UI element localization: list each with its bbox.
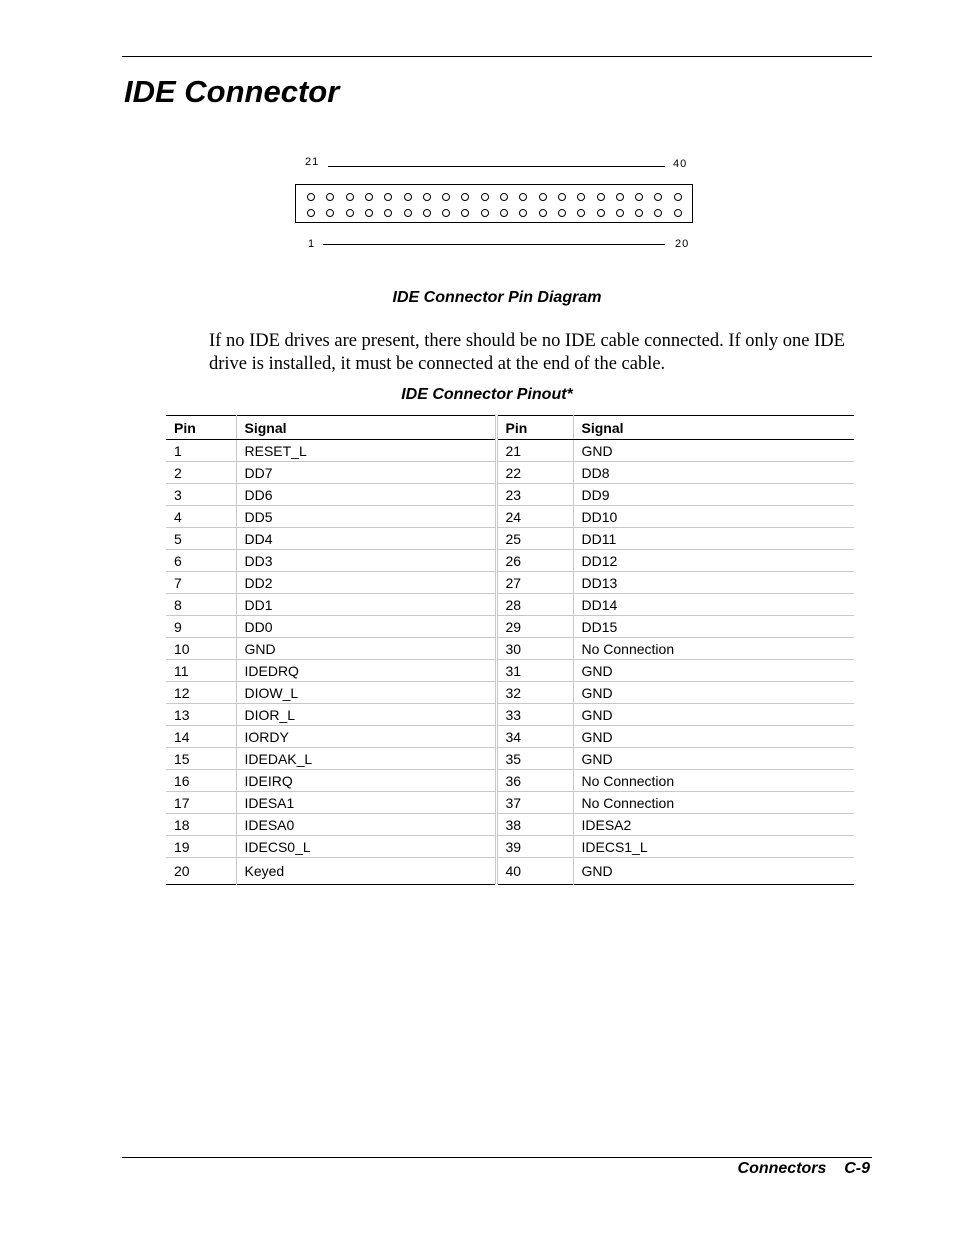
cell-pin-right: 28 <box>496 594 573 616</box>
cell-pin-left: 18 <box>166 814 236 836</box>
cell-signal-left: Keyed <box>236 858 496 885</box>
cell-signal-right: GND <box>573 726 854 748</box>
pin-label-20: 20 <box>675 238 690 250</box>
ide-connector-pin-diagram <box>295 150 715 260</box>
pin-hole <box>307 209 315 217</box>
pin-hole <box>423 209 431 217</box>
cell-pin-left: 12 <box>166 682 236 704</box>
cell-signal-right: DD9 <box>573 484 854 506</box>
pin-hole <box>635 193 643 201</box>
cell-signal-left: DD7 <box>236 462 496 484</box>
pin-label-21: 21 <box>305 156 320 168</box>
cell-pin-right: 31 <box>496 660 573 682</box>
pin-hole <box>558 209 566 217</box>
cell-pin-left: 6 <box>166 550 236 572</box>
body-paragraph: If no IDE drives are present, there should be no IDE cable connected. If only one IDE drive is installed, it must be connected at the end of the cable. <box>209 331 845 374</box>
cell-signal-right: GND <box>573 858 854 885</box>
cell-signal-right: DD11 <box>573 528 854 550</box>
table-row <box>166 792 854 814</box>
pin-hole <box>461 193 469 201</box>
pin-hole <box>500 209 508 217</box>
pin-hole <box>558 193 566 201</box>
cell-signal-right: GND <box>573 660 854 682</box>
cell-signal-left: IORDY <box>236 726 496 748</box>
page-footer <box>738 1158 870 1180</box>
pin-hole <box>577 193 585 201</box>
pin-hole <box>384 209 392 217</box>
pin-hole <box>519 209 527 217</box>
footer-page-number: C-9 <box>844 1160 870 1177</box>
cell-signal-right: IDECS1_L <box>573 836 854 858</box>
footer-section: Connectors <box>737 1160 827 1177</box>
cell-signal-right: GND <box>573 682 854 704</box>
cell-pin-left: 19 <box>166 836 236 858</box>
cell-signal-right: GND <box>573 440 854 462</box>
cell-pin-left: 2 <box>166 462 236 484</box>
pinout-table <box>166 415 854 885</box>
pin-hole <box>461 209 469 217</box>
cell-pin-left: 9 <box>166 616 236 638</box>
cell-signal-left: DD1 <box>236 594 496 616</box>
pin-hole <box>674 209 682 217</box>
cell-signal-left: IDECS0_L <box>236 836 496 858</box>
cell-signal-right: DD8 <box>573 462 854 484</box>
cell-pin-right: 36 <box>496 770 573 792</box>
cell-pin-right: 38 <box>496 814 573 836</box>
cell-signal-right: No Connection <box>573 638 854 660</box>
header-signal-left: Signal <box>236 416 496 440</box>
cell-pin-left: 5 <box>166 528 236 550</box>
cell-pin-left: 8 <box>166 594 236 616</box>
cell-signal-left: DIOR_L <box>236 704 496 726</box>
cell-signal-right: DD15 <box>573 616 854 638</box>
table-row <box>166 550 854 572</box>
table-row <box>166 682 854 704</box>
pin-hole <box>423 193 431 201</box>
table-row <box>166 594 854 616</box>
table-row <box>166 770 854 792</box>
top-row-line <box>328 166 665 167</box>
cell-signal-right: GND <box>573 748 854 770</box>
table-row <box>166 704 854 726</box>
pin-hole <box>346 209 354 217</box>
cell-pin-left: 16 <box>166 770 236 792</box>
cell-signal-right: IDESA2 <box>573 814 854 836</box>
cell-pin-right: 35 <box>496 748 573 770</box>
pin-hole <box>597 193 605 201</box>
header-rule <box>122 56 872 57</box>
cell-pin-left: 13 <box>166 704 236 726</box>
pin-hole <box>481 209 489 217</box>
cell-pin-right: 37 <box>496 792 573 814</box>
cell-pin-right: 22 <box>496 462 573 484</box>
pin-hole <box>577 209 585 217</box>
table-row <box>166 528 854 550</box>
cell-signal-left: IDEIRQ <box>236 770 496 792</box>
cell-signal-left: RESET_L <box>236 440 496 462</box>
cell-pin-right: 29 <box>496 616 573 638</box>
cell-signal-right: No Connection <box>573 770 854 792</box>
cell-signal-left: DD5 <box>236 506 496 528</box>
cell-signal-left: IDESA0 <box>236 814 496 836</box>
pin-hole <box>654 209 662 217</box>
pin-hole <box>404 193 412 201</box>
cell-signal-right: DD13 <box>573 572 854 594</box>
table-row <box>166 572 854 594</box>
table-row <box>166 462 854 484</box>
pin-label-40: 40 <box>673 158 688 170</box>
table-row <box>166 638 854 660</box>
cell-pin-left: 20 <box>174 863 190 879</box>
cell-pin-right: 27 <box>496 572 573 594</box>
pin-hole <box>597 209 605 217</box>
pin-hole <box>365 209 373 217</box>
pin-hole <box>365 193 373 201</box>
cell-pin-left: 4 <box>166 506 236 528</box>
cell-pin-left: 14 <box>166 726 236 748</box>
cell-pin-right: 24 <box>496 506 573 528</box>
header-signal-right: Signal <box>573 416 854 440</box>
pin-label-1: 1 <box>308 238 316 250</box>
pin-hole <box>654 193 662 201</box>
table-row <box>166 660 854 682</box>
cell-signal-right: GND <box>573 704 854 726</box>
cell-pin-left: 11 <box>166 660 236 682</box>
table-row <box>166 440 854 462</box>
cell-signal-left: DD0 <box>236 616 496 638</box>
cell-pin-right: 23 <box>496 484 573 506</box>
pin-hole <box>442 209 450 217</box>
pin-hole <box>404 209 412 217</box>
cell-pin-left: 1 <box>166 440 236 462</box>
table-row <box>166 814 854 836</box>
cell-signal-right: DD10 <box>573 506 854 528</box>
cell-signal-right: No Connection <box>573 792 854 814</box>
cell-signal-left: IDESA1 <box>236 792 496 814</box>
cell-pin-left: 10 <box>166 638 236 660</box>
bottom-row-line <box>323 244 665 245</box>
cell-pin-right: 21 <box>496 440 573 462</box>
cell-signal-left: DD2 <box>236 572 496 594</box>
cell-signal-left: IDEDRQ <box>236 660 496 682</box>
table-row <box>166 748 854 770</box>
cell-signal-left: IDEDAK_L <box>236 748 496 770</box>
cell-pin-right: 25 <box>496 528 573 550</box>
cell-pin-left: 3 <box>166 484 236 506</box>
pin-hole <box>442 193 450 201</box>
pin-hole <box>307 193 315 201</box>
cell-pin-right: 40 <box>505 863 522 879</box>
cell-signal-left: DIOW_L <box>236 682 496 704</box>
table-row <box>166 858 854 885</box>
pin-hole <box>326 193 334 201</box>
table-caption: IDE Connector Pinout* <box>401 386 573 403</box>
cell-pin-left: 7 <box>166 572 236 594</box>
pin-hole <box>326 209 334 217</box>
table-header-row <box>166 416 854 440</box>
cell-pin-left: 17 <box>166 792 236 814</box>
cell-signal-left: DD4 <box>236 528 496 550</box>
pin-hole <box>539 209 547 217</box>
pin-hole <box>346 193 354 201</box>
cell-pin-right: 32 <box>496 682 573 704</box>
cell-pin-right: 26 <box>496 550 573 572</box>
pin-hole <box>384 193 392 201</box>
cell-signal-right: DD14 <box>573 594 854 616</box>
pin-hole <box>519 193 527 201</box>
cell-signal-left: DD6 <box>236 484 496 506</box>
pin-hole <box>539 193 547 201</box>
cell-pin-right: 39 <box>496 836 573 858</box>
table-row <box>166 484 854 506</box>
pin-hole <box>481 193 489 201</box>
header-pin-right: Pin <box>496 416 573 440</box>
header-pin-left: Pin <box>166 416 236 440</box>
table-row <box>166 836 854 858</box>
diagram-caption: IDE Connector Pin Diagram <box>392 289 602 306</box>
table-row <box>166 506 854 528</box>
cell-signal-left: DD3 <box>236 550 496 572</box>
pin-hole <box>500 193 508 201</box>
pin-hole <box>674 193 682 201</box>
connector-body <box>295 184 693 223</box>
table-row <box>166 616 854 638</box>
page-title: IDE Connector <box>124 74 340 109</box>
pin-hole <box>616 193 624 201</box>
pinout-table-body <box>166 440 854 885</box>
pin-hole <box>635 209 643 217</box>
cell-pin-right: 30 <box>496 638 573 660</box>
cell-pin-right: 33 <box>496 704 573 726</box>
cell-pin-right: 34 <box>496 726 573 748</box>
cell-pin-left: 15 <box>166 748 236 770</box>
cell-signal-left: GND <box>236 638 496 660</box>
cell-signal-right: DD12 <box>573 550 854 572</box>
table-row <box>166 726 854 748</box>
pin-hole <box>616 209 624 217</box>
